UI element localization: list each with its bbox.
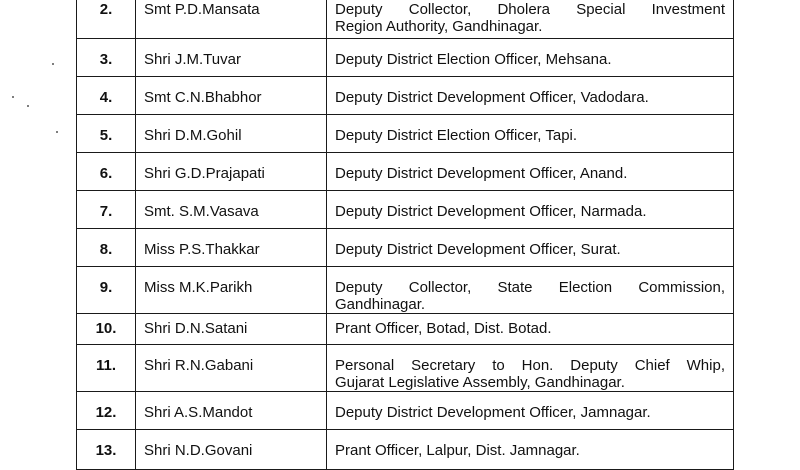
table-row — [77, 392, 734, 430]
officer-posting: Deputy District Development Officer, Narmada. — [327, 191, 734, 229]
table-row — [77, 39, 734, 77]
serial-number: 3. — [77, 39, 136, 77]
posting-line-2: Gujarat Legislative Assembly, Gandhinagar. — [335, 374, 625, 391]
table-row — [77, 430, 734, 470]
officer-name: Shri R.N.Gabani — [136, 345, 327, 392]
officer-posting: Prant Officer, Lalpur, Dist. Jamnagar. — [327, 430, 734, 470]
serial-number: 4. — [77, 77, 136, 115]
serial-number: 12. — [77, 392, 136, 430]
officer-name: Shri D.N.Satani — [136, 314, 327, 345]
posting-line-2: Gandhinagar. — [335, 296, 426, 313]
officer-name: Miss P.S.Thakkar — [136, 229, 327, 267]
table-row — [77, 229, 734, 267]
table-row — [77, 115, 734, 153]
serial-number: 10. — [77, 314, 136, 345]
posting-line-1: Deputy Collector, State Election Commission, — [335, 279, 725, 296]
serial-number: 7. — [77, 191, 136, 229]
officer-name: Shri J.M.Tuvar — [136, 39, 327, 77]
officer-posting: Deputy District Election Officer, Mehsana. — [327, 39, 734, 77]
officer-posting: Deputy District Development Officer, Jamnagar. — [327, 392, 734, 430]
posting-line-1: Deputy Collector, Dholera Special Investment — [335, 1, 725, 18]
posting-line-1: Personal Secretary to Hon. Deputy Chief Whip, — [335, 357, 725, 374]
scan-speck — [52, 63, 54, 65]
officer-posting: Deputy District Development Officer, Anand. — [327, 153, 734, 191]
serial-number: 2. — [77, 0, 136, 39]
officer-posting — [327, 0, 734, 39]
officer-name: Shri N.D.Govani — [136, 430, 327, 470]
table-row — [77, 267, 734, 314]
officer-name: Shri A.S.Mandot — [136, 392, 327, 430]
officer-posting: Prant Officer, Botad, Dist. Botad. — [327, 314, 734, 345]
scan-speck — [27, 105, 29, 107]
scan-speck — [56, 131, 58, 133]
table-row — [77, 314, 734, 345]
table-row — [77, 345, 734, 392]
officer-posting — [327, 345, 734, 392]
officer-name: Smt C.N.Bhabhor — [136, 77, 327, 115]
posting-line-2: Region Authority, Gandhinagar. — [335, 18, 543, 35]
officers-transfer-table — [76, 0, 734, 470]
scan-speck — [12, 96, 14, 98]
serial-number: 13. — [77, 430, 136, 470]
officer-name: Shri G.D.Prajapati — [136, 153, 327, 191]
officer-posting: Deputy District Development Officer, Surat. — [327, 229, 734, 267]
table-row — [77, 153, 734, 191]
serial-number: 9. — [77, 267, 136, 314]
officer-name: Miss M.K.Parikh — [136, 267, 327, 314]
officer-posting: Deputy District Development Officer, Vadodara. — [327, 77, 734, 115]
serial-number: 8. — [77, 229, 136, 267]
officer-name: Smt. S.M.Vasava — [136, 191, 327, 229]
serial-number: 11. — [77, 345, 136, 392]
serial-number: 6. — [77, 153, 136, 191]
table-row — [77, 0, 734, 39]
officer-name: Shri D.M.Gohil — [136, 115, 327, 153]
officer-posting — [327, 267, 734, 314]
table-row — [77, 191, 734, 229]
officer-posting: Deputy District Election Officer, Tapi. — [327, 115, 734, 153]
table-row — [77, 77, 734, 115]
serial-number: 5. — [77, 115, 136, 153]
officer-name: Smt P.D.Mansata — [136, 0, 327, 39]
